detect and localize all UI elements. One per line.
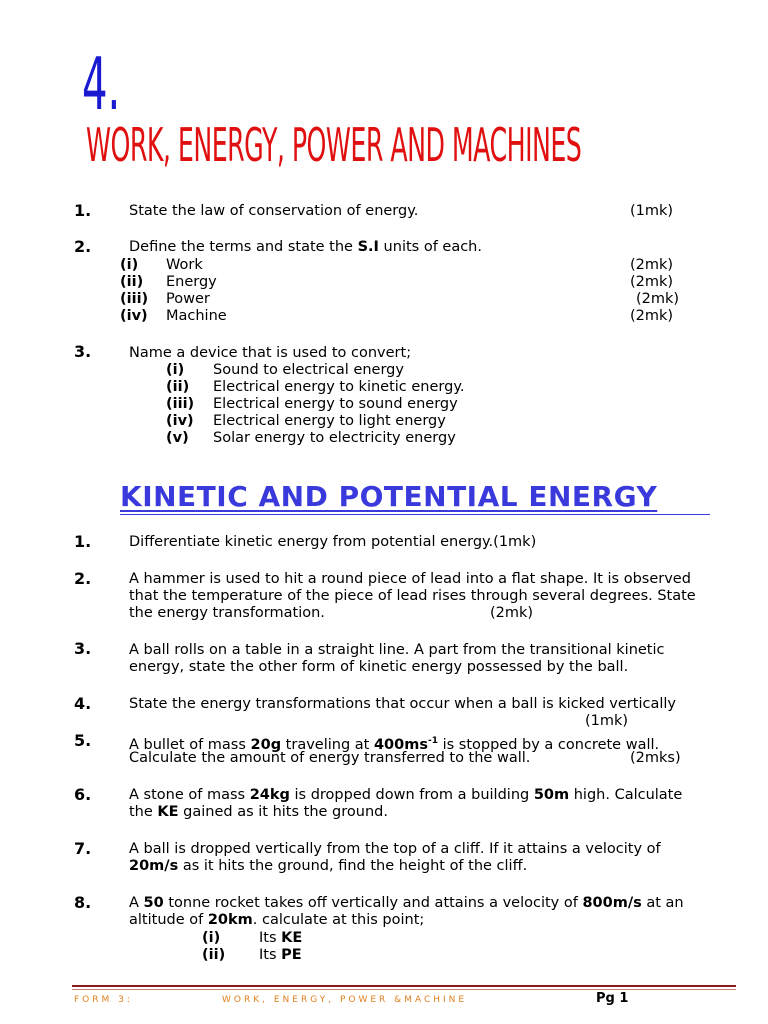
question-number: 1. [74,532,92,551]
sub-label: (ii) [202,947,226,963]
sub-text: Energy [166,274,217,290]
question-text: State the energy transformations that occur when a ball is kicked vertically [129,696,676,712]
sub-label: (iv) [120,308,148,324]
question-text: the energy transformation. [129,605,325,621]
sub-label: (v) [166,430,189,446]
question-marks: (1mk) [630,203,674,219]
footer-rule [72,985,736,987]
sub-marks: (2mk) [630,257,674,273]
chapter-number: 4. [82,42,121,126]
page-number: Pg 1 [596,991,629,1006]
sub-text: Machine [166,308,227,324]
question-text: A hammer is used to hit a round piece of lead into a flat shape. It is observed [129,571,691,587]
question-marks: (2mks) [630,750,681,766]
question-number: 1. [74,201,92,220]
question-number: 2. [74,569,92,588]
question-text: Define the terms and state the S.I units of each. [129,239,482,255]
section-title: KINETIC AND POTENTIAL ENERGY [120,480,658,513]
footer-topic: WORK, ENERGY, POWER &MACHINE [222,995,468,1005]
footer-rule-thin [72,989,736,990]
sub-text: Electrical energy to light energy [213,413,446,429]
sub-text: Electrical energy to sound energy [213,396,458,412]
sub-label: (i) [120,257,139,273]
question-number: 8. [74,893,92,912]
sub-text: Sound to electrical energy [213,362,404,378]
sub-label: (i) [166,362,185,378]
question-text: energy, state the other form of kinetic energy possessed by the ball. [129,659,629,675]
sub-label: (ii) [120,274,144,290]
question-text: A bullet of mass 20g traveling at $400ms^{-1}$ is stopped by a concrete wall. [129,736,660,753]
sub-text: Electrical energy to kinetic energy. [213,379,465,395]
question-text: Differentiate kinetic energy from potential energy.(1mk) [129,534,537,550]
sub-marks: (2mk) [630,274,674,290]
question-number: 3. [74,342,92,361]
question-text: Calculate the amount of energy transferred to the wall. [129,750,531,766]
question-number: 3. [74,639,92,658]
question-text: A ball is dropped vertically from the top of a cliff. If it attains a velocity of [129,841,661,857]
question-text: A 50 tonne rocket takes off vertically and attains a velocity of 800m/s at an [129,895,684,911]
question-text: 20m/s as it hits the ground, find the height of the cliff. [129,858,528,874]
question-number: 5. [74,731,92,750]
sub-label: (iv) [166,413,194,429]
chapter-title: WORK, ENERGY, POWER AND MACHINES [86,118,582,172]
question-text: the KE gained as it hits the ground. [129,804,388,820]
sub-text: Its KE [259,930,303,946]
sub-label: (ii) [166,379,190,395]
sub-text: Its PE [259,947,302,963]
sub-label: (iii) [120,291,149,307]
question-text: A stone of mass 24kg is dropped down from a building 50m high. Calculate [129,787,683,803]
question-text: that the temperature of the piece of lead rises through several degrees. State [129,588,696,604]
question-text: A ball rolls on a table in a straight line. A part from the transitional kinetic [129,642,665,658]
sub-text: Power [166,291,210,307]
question-number: 6. [74,785,92,804]
sub-label: (i) [202,930,221,946]
footer-form: FORM 3: [74,995,133,1005]
question-number: 4. [74,694,92,713]
question-text: altitude of 20km. calculate at this point; [129,912,425,928]
sub-label: (iii) [166,396,195,412]
question-number: 7. [74,839,92,858]
question-number: 2. [74,237,92,256]
section-rule [120,514,710,515]
sub-text: Solar energy to electricity energy [213,430,456,446]
sub-marks: (2mk) [630,308,674,324]
sub-marks: (2mk) [636,291,680,307]
question-marks: (1mk) [585,713,629,729]
question-text: Name a device that is used to convert; [129,345,412,361]
sub-text: Work [166,257,203,273]
question-text: State the law of conservation of energy. [129,203,419,219]
question-marks: (2mk) [490,605,534,621]
